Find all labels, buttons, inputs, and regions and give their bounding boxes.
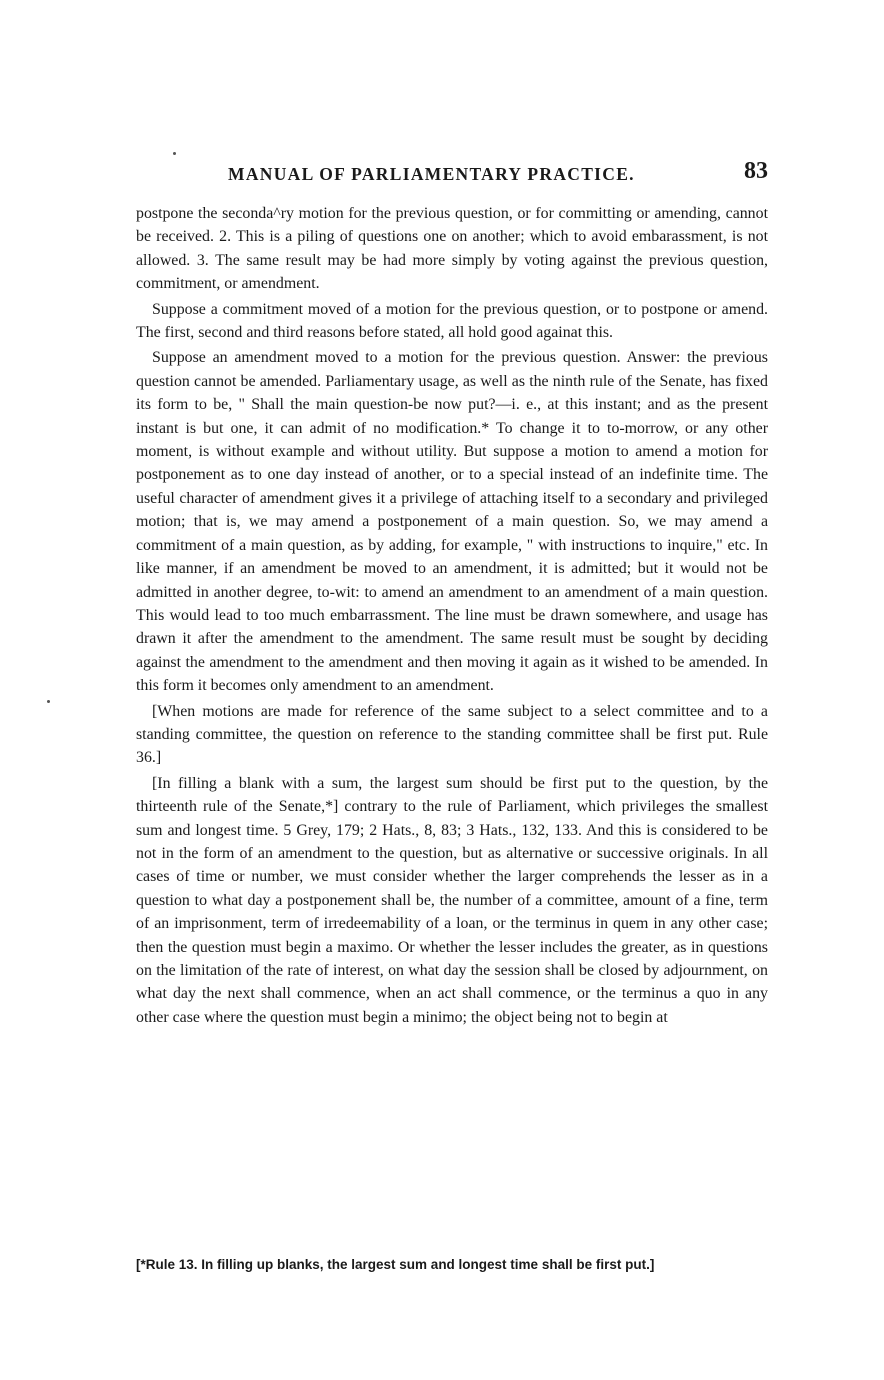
body-text xyxy=(136,202,768,1031)
paragraph-5: [In filling a blank with a sum, the largest sum should be first put to the question, by the thirteenth rule of the Senate,*] contrary to the rule of Parliament, which privileges the smallest sum and longest time. 5 Grey, 179; 2 Hats., 8, 83; 3 Hats., 132, 133. And this is considered to be not in the form of an amendment to the question, but as alternative or successive originals. In all cases of time or number, we must consider whether the larger comprehends the lesser as in a question to what day a postponement shall be, the number of a committee, amount of a fine, term of an imprisonment, term of irredeemability of a loan, or the terminus in quem in any other case; then the question must begin a maximo. Or whether the lesser includes the greater, as in questions on the limitation of the rate of interest, on what day the session shall be closed by adjournment, on what day the next shall commence, when an act shall commence, or the terminus a quo in any other case where the question must begin a minimo; the object being not to begin at xyxy=(136,774,768,1026)
header-title: MANUAL OF PARLIAMENTARY PRACTICE. xyxy=(228,164,635,184)
ink-speck xyxy=(47,700,50,703)
paragraph-2: Suppose a commitment moved of a motion for the previous question, or to postpone or amend. The first, second and third reasons before stated, all hold good againat this. xyxy=(136,300,768,342)
paragraph-3: Suppose an amendment moved to a motion for the previous question. Answer: the previous question cannot be amended. Parliamentary usage, as well as the ninth rule of the Senate, has fixed its form to be, " Shall the main question-be now put?—i. e., at this instant; and as the present instant is but one, it can admit of no modification.* To change it to to-morrow, or any other moment, is without example and without utility. But suppose a motion to amend a motion for postponement as to one day instead of another, or to a special instead of an indefinite time. The useful character of amendment gives it a privilege of attaching itself to a secondary and privileged motion; that is, we may amend a postponement of a main question. So, we may amend a commitment of a main question, as by adding, for example, " with instructions to inquire," etc. In like manner, if an amendment be moved to an amendment, it is admitted; but it would not be admitted in another degree, to-wit: to amend an amendment to an amendment of a main question. This would lead to too much embarrassment. The line must be drawn somewhere, and usage has drawn it after the amendment to the amendment. The same result must be sought by deciding against the amendment to the amendment and then moving it again as it wished to be amended. In this form it becomes only amendment to an amendment. xyxy=(136,349,768,695)
running-header xyxy=(136,158,768,188)
ink-speck xyxy=(173,152,176,155)
paragraph-1: postpone the seconda^ry motion for the previous question, or for committing or amending, cannot be received. 2. This is a piling of questions one on another; which to avoid embarassment, is not allowed. 3. The same result may be had more simply by voting against the previous question, commitment, or amendment. xyxy=(136,205,768,293)
paragraph-4: [When motions are made for reference of the same subject to a select committee and to a standing committee, the question on reference to the standing committee shall be first put. Rule 36.] xyxy=(136,702,768,767)
page-number: 83 xyxy=(744,158,768,184)
footnote: [*Rule 13. In filling up blanks, the largest sum and longest time shall be first put.] xyxy=(136,1257,655,1272)
